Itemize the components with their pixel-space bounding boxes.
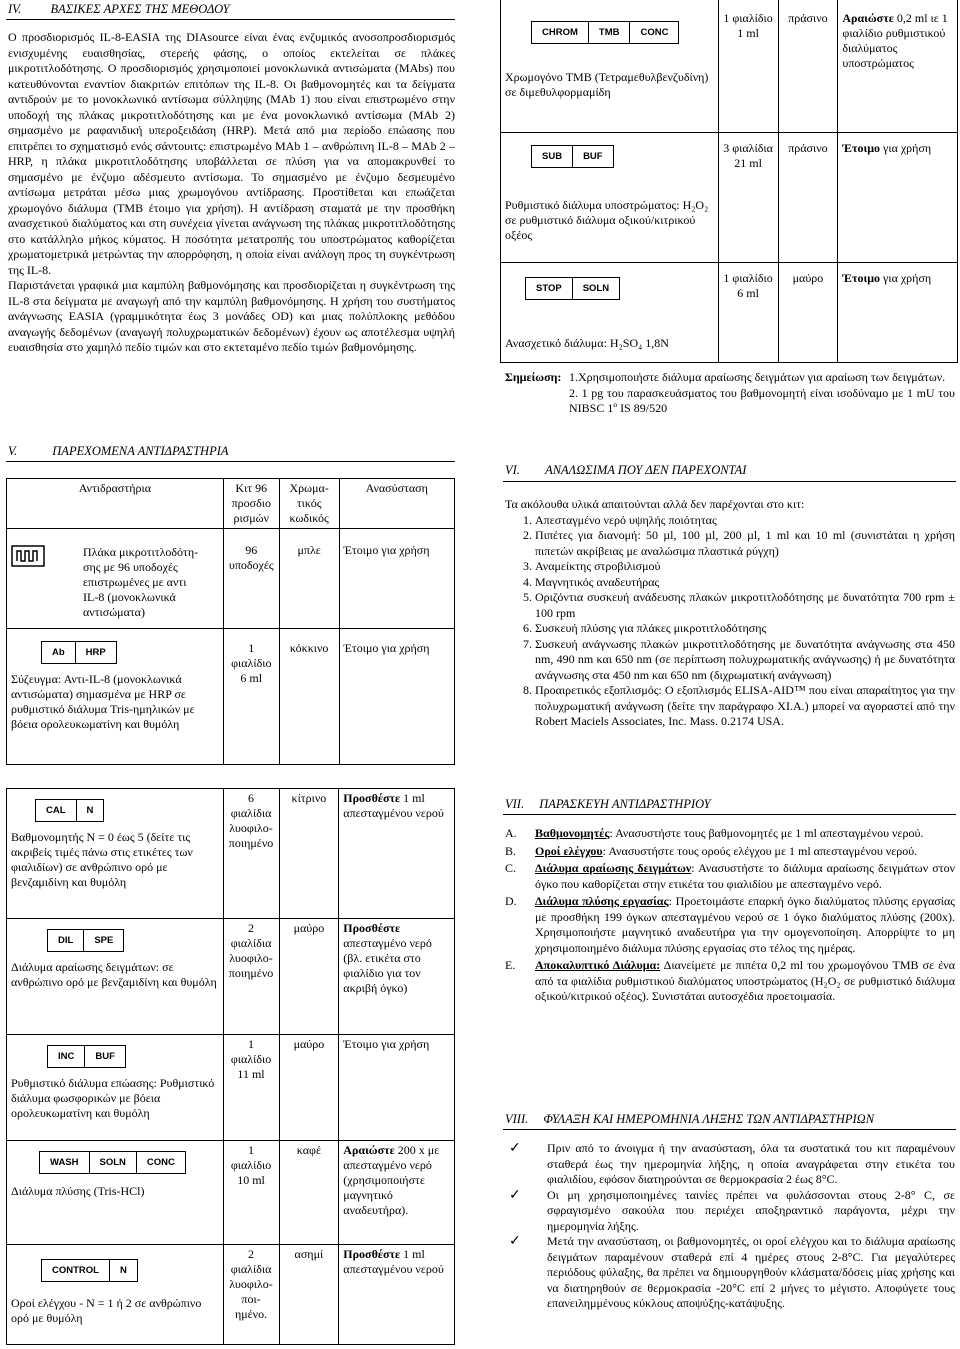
color-code: μαύρο (778, 263, 838, 363)
list-item (505, 844, 955, 860)
table-header-row (7, 479, 455, 529)
list-item: 6. Συσκευή πλύσης για πλάκες μικροτιτλοδότησης (535, 621, 955, 637)
table-row (7, 1141, 455, 1245)
kit-quantity: 96 υποδοχές (223, 529, 279, 629)
section-title: ΠΑΡΕΧΟΜΕΝΑ ΑΝΤΙΔΡΑΣΤΗΡΙΑ (52, 444, 229, 458)
reagent-label-box: CHROM TMB CONC (531, 21, 679, 44)
reagent-cell (501, 263, 719, 363)
reagent-cell (501, 0, 719, 133)
list-item: 1. Απεσταγμένο νερό υψηλής ποιότητας (535, 513, 955, 529)
section-viii-heading (505, 1112, 955, 1128)
list-item (505, 826, 955, 842)
list-item: 2. Πιπέτες για διανομή: 50 µl, 100 µl, 200 µl, 1 ml και 10 ml (συνιστάται η χρήση πιπετών ακρίβειας με αναλώσιμα πλαστικά ρύγχη) (535, 528, 955, 559)
item-text: Διανείμετε με πιπέτα 0,2 ml του χρωμογόνου TMB σε ένα από τα φιαλίδια ρυθμιστικού διαλύματος υποστρώματος (H₂O₂ σε ρυθμιστικό διάλυμα οξικού/κιτρικού οξέος). Συνιστάται αυτοσχέδια προετοιμασία. (535, 958, 956, 1003)
item-text: Οι μη χρησιμοποιημένες ταινίες πρέπει να φυλάσσονται στους 2-8° C, σε σφραγισμένο σακούλα που περιέχει αποξηραντικό παράγοντα, μέχρι την ημερομηνία λήξης. (547, 1187, 955, 1233)
item-heading: Αποκαλυπτικό Διάλυμα: (535, 958, 661, 972)
item-text: : Ανασυστήστε το διάλυμα αραίωσης δειγμάτων στον όγκο που καθορίζεται στην ετικέτα του φιαλιδίου με απεσταγμένο νερό. (535, 861, 955, 891)
reagent-label-box: SUB BUF (531, 145, 614, 168)
reagent-cell (7, 629, 224, 765)
checkmark-icon: ✓ (509, 1187, 521, 1203)
preparation-list (505, 826, 955, 1007)
storage-list (505, 1141, 955, 1312)
item-letter: B. (505, 843, 517, 858)
checkmark-icon: ✓ (509, 1234, 521, 1249)
checkmark-icon: ✓ (509, 1141, 521, 1156)
color-code: καφέ (279, 1141, 339, 1245)
reagent-description: Ρυθμιστικό διάλυμα επώασης: Ρυθμιστικό διάλυμα φωσφορικών με βόεια ορολευκωματίνη και θυμόλη (11, 1076, 215, 1120)
reagent-cell (7, 1245, 224, 1345)
column-header: Αντιδραστήρια (7, 479, 224, 529)
table-row (501, 0, 958, 133)
list-item: 3. Αναμείκτης στροβιλισμού (535, 559, 955, 575)
reagents-table-right (500, 0, 958, 363)
divider (503, 1129, 956, 1130)
item-text: : Ανασυστήστε τους ορούς ελέγχου με 1 ml απεσταγμένου νερού. (602, 843, 918, 858)
section-title: ΦΥΛΑΞΗ ΚΑΙ ΗΜΕΡΟΜΗΝΙΑ ΛΗΞΗΣ ΤΩΝ ΑΝΤΙΔΡΑΣΤΗΡΙΩΝ (543, 1112, 875, 1126)
list-item: 8. Προαιρετικός εξοπλισμός: Ο εξοπλισμός ELISA-AID™ που είναι απαραίτητος για την πολυχρωματική ανάγνωση (δείτε την παράγραφο XI.A.) μπορεί να αγοραστεί από την Robert Maciels Associates, Inc. Mass. 0.2174 USA. (535, 683, 955, 730)
kit-quantity: 6 φιαλίδια λυοφιλο- ποιημένο (223, 789, 279, 919)
item-letter: D. (505, 894, 517, 908)
reconstitution: Αραιώστε 0,2 ml ιε 1 φιαλίδιο ρυθμιστικού διαλύματος υποστρώματος (838, 0, 958, 133)
section-vii-heading (505, 797, 955, 813)
list-item: 7. Συσκευή ανάγνωσης πλακών μικροτιτλοδότησης με δυνατότητα ανάγνωσης στα 450 nm, 490 nm και 650 nm (σε περίπτωση πολυχρωματικής ανάγνωσης) ή με δυνατότητα ανάγνωσης στα 450 nm και 650 nm (διχρωματική ανάγνωση) (535, 637, 955, 684)
reagent-label-box: INC BUF (47, 1045, 126, 1068)
reagent-description: Βαθμονομητής N = 0 έως 5 (δείτε τις ακριβείς τιμές πάνω στις ετικέτες των φιαλιδίων) σε ανθρώπινο ορό με βενζαμιδίνη και θυμόλη (11, 830, 193, 889)
reagent-cell (7, 789, 224, 919)
reagent-description: Οροί ελέγχου - N = 1 ή 2 σε ανθρώπινο ορό με θυμόλη (11, 1296, 202, 1325)
reagent-description: Διάλυμα αραίωσης δειγμάτων: σε ανθρώπινο ορό με βενζαμιδίνη και θυμόλη (11, 960, 217, 989)
reagent-cell (7, 529, 224, 629)
note-item: 1.Χρησιμοποιήστε διάλυμα αραίωσης δειγμάτων για αραίωση των δειγμάτων. (569, 370, 946, 384)
item-letter: A. (505, 826, 517, 840)
item-heading: Βαθμονομητές (535, 826, 610, 840)
item-text: Μετά την ανασύσταση, οι βαθμονομητές, οι οροί ελέγχου και το διάλυμα αραίωσης δειγμάτων παραμένουν σταθερά επί 4 ημέρες στους 2-8°C. Για μεγαλύτερες περιόδους φύλαξης, θα πρέπει να δημιουργηθούν κλάσματα/δόσεις μίας χρήσης και να διατηρηθούν σε θερμοκρασία -20°C επί 2 μήνες το μέγιστο. Αποφύγετε τους επανειλημμένους κύκλους αποψύξης-κατάψυξης. (547, 1234, 955, 1310)
color-code: μπλε (279, 529, 339, 629)
consumables-list (505, 513, 955, 730)
item-letter: C. (505, 861, 517, 875)
reconstitution: Προσθέστε 1 ml απεσταγμένου νερού (339, 789, 455, 919)
color-code: πράσινο (778, 0, 838, 133)
table-row (7, 529, 455, 629)
item-heading: Διάλυμα αραίωσης δειγμάτων (535, 861, 692, 875)
section-title: ΒΑΣΙΚΕΣ ΑΡΧΕΣ ΤΗΣ ΜΕΘΟΔΟΥ (50, 2, 230, 16)
column-header: Ανασύσταση (339, 479, 454, 529)
reconstitution: Έτοιμο για χρήση (339, 529, 454, 629)
item-text: Πριν από το άνοιγμα ή την ανασύσταση, όλα τα συστατικά του κιτ παραμένουν σταθερά έως την ημερομηνία λήξης, η οποία αναγράφεται στην ετικέτα του φιαλιδίου, εφόσον διατηρούνται σε θερμοκρασία 2 έως 8°C. (547, 1141, 955, 1186)
section-number: VII. (505, 797, 525, 811)
reconstitution: Προσθέστε 1 ml απεσταγμένου νερού (339, 1245, 455, 1345)
color-code: ασημί (279, 1245, 339, 1345)
reagent-cell (501, 133, 719, 263)
list-item (505, 1141, 955, 1188)
section-number: V. (8, 444, 18, 458)
section-v-heading (8, 444, 456, 460)
paragraph: Ο προσδιορισμός IL-8-EASIA της DIAsource είναι ένας ενζυμικός ανοσοπροσδιορισμός ενισχυμένης ευαισθησίας, στερεής φάσης, ο οποίος εκτελείται σε πλάκες μικροτιτλοδότησης. Ο προσδιορισμός χρησιμοποιεί μονοκλωνικά αντισώματα (MAbs) που κατευθύνονται εναντίον διακριτών επιτόπων της IL-8. Οι βαθμονομητές και τα δείγματα αντιδρούν με το μονοκλωνικό αντίσωμα σύλληψης (MAb 1) που είναι επιστρωμένο στην υποδοχή της πλάκας μικροτιτλοδότησης και με ένα μονοκλωνικό αντίσωμα (MAb 2) σημασμένο με ραφανιδική υπεροξειδάση (HRP). Μετά από μια περίοδο επώασης που επιτρέπει το σχηματισμό ενός σάντουιτς: επιστρωμένο MAb 1 – ανθρώπινη IL-8 – MAb 2 – HRP, η πλάκα μικροτιτλοδότησης υποβάλλεται σε πλύση για να απομακρυνθεί το σημασμένο με ένζυμο αδέσμευτο αντίσωμα. Το σημασμένο με ένζυμο δεσμευμένο αντίσωμα μετράται μέσω μιας χρωμογόνου αντίδρασης. Προστίθεται και επωάζεται χρωμογόνο διάλυμα (TMB έτοιμο για χρήση). Η αντίδραση σταματά με την προσθήκη ανασχετικού διαλύματος και στη συνέχεια γίνεται ανάγνωση της πλάκας μικροτιτλοδότησης στο κατάλληλο μήκος κύματος. Η ποσότητα μετατροπής του υποστρώματος καθορίζεται χρωματομετρικά μετρώντας την απορρόφηση, η οποία είναι ανάλογη προς τη συγκέντρωση της IL-8. (8, 30, 455, 277)
kit-quantity: 2 φιαλίδια λυοφιλο- ποιημένο (223, 919, 279, 1035)
column-header: Κιτ 96 προσδιο ρισμών (223, 479, 279, 529)
reagent-label-box: DIL SPE (47, 929, 124, 952)
reagents-table-continued (6, 788, 455, 1345)
reagents-table (6, 478, 455, 765)
color-code: μαύρο (279, 919, 339, 1035)
section-number: VI. (505, 463, 520, 477)
list-item (505, 1234, 955, 1312)
list-item (505, 894, 955, 956)
item-letter: E. (505, 958, 516, 972)
column-header: Χρωμα- τικός κωδικός (279, 479, 339, 529)
list-item: 5. Οριζόντια συσκευή ανάδευσης πλακών μικροτιτλοδότησης με δυνατότητα 700 rpm ± 100 rpm (535, 590, 955, 621)
list-item (505, 958, 955, 1005)
reagent-label-box: STOP SOLN (525, 277, 620, 300)
section-title: ΠΑΡΑΣΚΕΥΗ ΑΝΤΙΔΡΑΣΤΗΡΙΟΥ (539, 797, 711, 811)
kit-quantity: 2 φιαλίδια λυοφιλο- ποι- ημένο. (223, 1245, 279, 1345)
reagent-description: Ρυθμιστικό διάλυμα υποστρώματος: H₂O₂ σε ρυθμιστικό διάλυμα οξικού/κιτρικού οξέος (505, 198, 709, 242)
color-code: μαύρο (279, 1035, 339, 1141)
section-vi-heading (505, 463, 955, 479)
note-label: Σημείωση: (505, 370, 562, 384)
reconstitution: Έτοιμο για χρήση (838, 133, 958, 263)
item-heading: Οροί ελέγχου (535, 843, 603, 858)
kit-quantity: 1 φιαλίδιο 6 ml (223, 629, 279, 765)
section-number: IV. (8, 2, 22, 16)
section-number: VIII. (505, 1112, 529, 1126)
reconstitution: Έτοιμο για χρήση (339, 629, 454, 765)
reconstitution: Προσθέστε απεσταγμένο νερό (βλ. ετικέτα στο φιαλίδιο για τον ακριβή όγκο) (339, 919, 455, 1035)
kit-quantity: 1 φιαλίδιο 6 ml (718, 263, 778, 363)
kit-quantity: 1 φιαλίδιο 10 ml (223, 1141, 279, 1245)
reagent-description: Χρωμογόνο TMB (Τετραμεθυλβενζυδίνη) σε διμεθυλφορμαμίδη (505, 70, 709, 99)
divider (6, 461, 455, 462)
kit-quantity: 1 φιαλίδιο 11 ml (223, 1035, 279, 1141)
item-text: : Ανασυστήστε τους βαθμονομητές με 1 ml απεσταγμένου νερού. (609, 826, 924, 840)
reagent-cell (7, 1141, 224, 1245)
table-row (7, 919, 455, 1035)
table-row (7, 1245, 455, 1345)
table-row (7, 1035, 455, 1141)
table-row (7, 629, 455, 765)
reconstitution: Αραιώστε 200 x με απεσταγμένο νερό (χρησιμοποιήστε μαγνητικό αναδευτήρα). (339, 1141, 455, 1245)
reagent-cell (7, 919, 224, 1035)
section-iv-heading (8, 2, 456, 18)
section-title: ΑΝΑΛΩΣΙΜΑ ΠΟΥ ΔΕΝ ΠΑΡΕΧΟΝΤΑΙ (545, 463, 747, 477)
table-row (501, 133, 958, 263)
reconstitution: Έτοιμο για χρήση (838, 263, 958, 363)
divider (6, 19, 455, 20)
paragraph: Παριστάνεται γραφικά μια καμπύλη βαθμονόμησης και προσδιορίζεται η συγκέντρωση της IL-8 στα δείγματα με αναγωγή από την καμπύλη βαθμονόμησης. Η χρήση του συστήματος ανάγνωσης EASIA (γραμμικότητα έως 3 μονάδες OD) και μιας πολύπλοκης μεθόδου αναγωγής δεδομένων (αναγωγή πολυχρωματικών δεδομένων) έχουν ως αποτέλεσμα υψηλή ευαισθησία στο χαμηλό πεδίο τιμών και στο εκτεταμένο πεδίο τιμών βαθμονόμησης. (8, 278, 455, 354)
intro-text: Τα ακόλουθα υλικά απαιτούνται αλλά δεν παρέχονται στο κιτ: (505, 497, 805, 511)
table-row (501, 263, 958, 363)
list-item (505, 861, 955, 892)
item-text: : Προετοιμάστε επαρκή όγκο διαλύματος πλύσης εργασίας με προσθήκη 199 όγκων απεσταγμένου νερού σε 1 όγκο διαλύματος πλύσης (200x). Χρησιμοποιήστε μαγνητικό αναδευτήρα για την ομογενοποίηση. Απορρίψτε το μη χρησιμοποιημένο διάλυμα πλύσης εργασίας στο τέλος της ημέρας. (535, 894, 955, 955)
list-item: 4. Μαγνητικός αναδευτήρας (535, 575, 955, 591)
reagent-description: Σύζευγμα: Αντι-IL-8 (μονοκλωνικά αντισώματα) σημασμένα με HRP σε ρυθμιστικό διάλυμα Tris-ημηλικών με βόεια ορολευκωματίνη και θυμόλη (11, 672, 195, 731)
reagent-label-box: WASH SOLN CONC (39, 1151, 186, 1174)
reagent-label-box: Ab HRP (41, 641, 117, 664)
color-code: κόκκινο (279, 629, 339, 765)
kit-quantity: 3 φιαλίδια 21 ml (718, 133, 778, 263)
note-block (505, 370, 955, 417)
reconstitution: Έτοιμο για χρήση (339, 1035, 455, 1141)
divider (503, 481, 956, 482)
color-code: κίτρινο (279, 789, 339, 919)
reagent-description: Ανασχετικό διάλυμα: H₂SO₄ 1,8N (505, 336, 669, 350)
item-heading: Διάλυμα πλύσης εργασίας (535, 894, 669, 908)
table-row (7, 789, 455, 919)
section-vi-body (505, 497, 955, 730)
reagent-label-box: CONTROL N (41, 1259, 138, 1282)
list-item (505, 1188, 955, 1235)
note-item: 2. 1 pg του παρασκευάσματος του βαθμονομητή είναι ισοδύναμο με 1 mU του NIBSC 1º IS 89/520 (569, 385, 955, 415)
reagent-label-box: CAL N (35, 799, 104, 822)
reagent-description: Πλάκα μικροτιτλοδότη- σης με 96 υποδοχές επιστρωμένες με αντι IL-8 (μονοκλωνικά αντισώματα) (83, 545, 199, 619)
reagent-description: Διάλυμα πλύσης (Tris-HCl) (11, 1184, 145, 1198)
section-iv-body (8, 30, 455, 356)
color-code: πράσινο (778, 133, 838, 263)
divider (503, 814, 956, 815)
reagent-cell (7, 1035, 224, 1141)
microplate-icon (11, 545, 45, 567)
kit-quantity: 1 φιαλίδιο 1 ml (718, 0, 778, 133)
